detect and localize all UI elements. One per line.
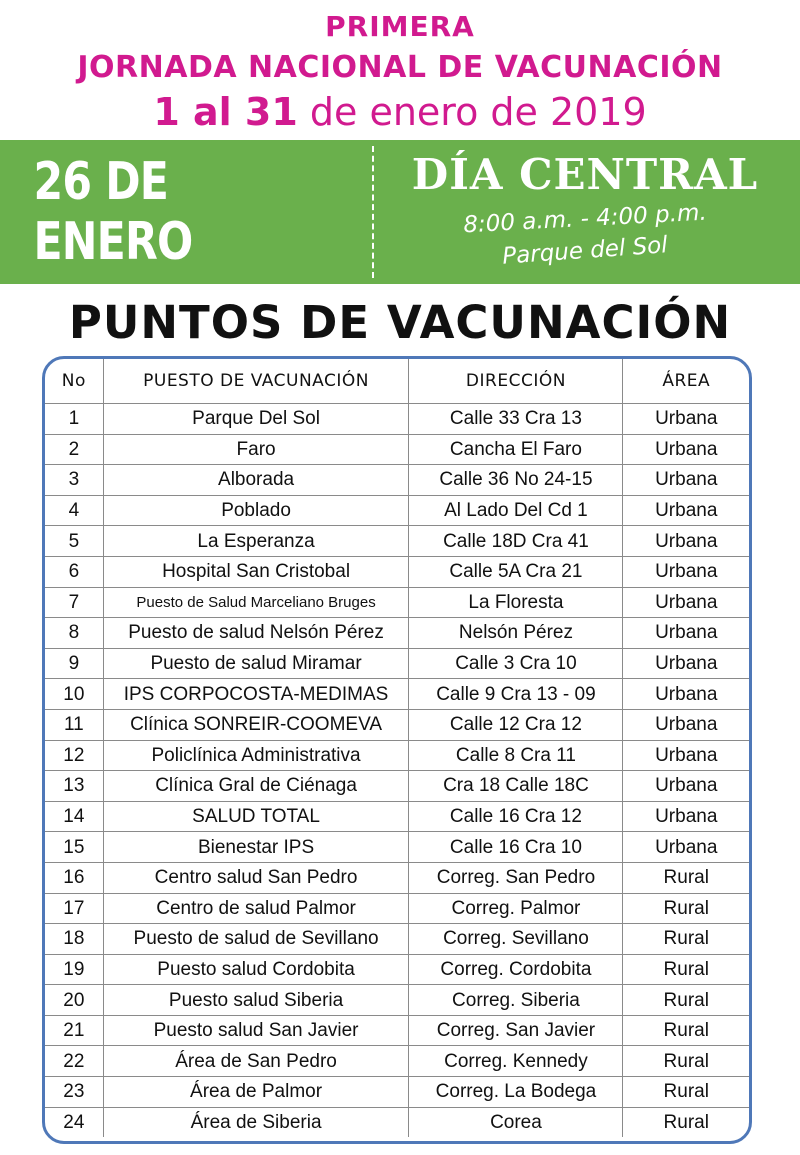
central-day-place: Parque del Sol (501, 232, 669, 270)
cell-puesto: SALUD TOTAL (103, 801, 409, 832)
cell-area: Urbana (623, 679, 749, 710)
central-day-time: 8:00 a.m. - 4:00 p.m. (462, 199, 708, 239)
cell-no: 6 (45, 556, 103, 587)
cell-direccion: Calle 12 Cra 12 (409, 709, 623, 740)
table-row (45, 1015, 749, 1046)
table-row (45, 954, 749, 985)
cell-no: 16 (45, 862, 103, 893)
header-date-rest: de enero de 2019 (309, 90, 647, 134)
cell-area: Rural (623, 862, 749, 893)
cell-no: 23 (45, 1077, 103, 1108)
cell-direccion: Calle 16 Cra 12 (409, 801, 623, 832)
vaccination-table (45, 359, 749, 1137)
cell-area: Urbana (623, 801, 749, 832)
table-row (45, 924, 749, 955)
table-row (45, 832, 749, 863)
table-row (45, 404, 749, 435)
cell-direccion: Calle 16 Cra 10 (409, 832, 623, 863)
cell-puesto: Faro (103, 434, 409, 465)
cell-area: Urbana (623, 618, 749, 649)
cell-direccion: Cra 18 Calle 18C (409, 771, 623, 802)
table-row (45, 1077, 749, 1108)
cell-direccion: Correg. La Bodega (409, 1077, 623, 1108)
table-row (45, 985, 749, 1016)
cell-puesto: Puesto de salud Miramar (103, 648, 409, 679)
cell-no: 15 (45, 832, 103, 863)
cell-puesto: Clínica Gral de Ciénaga (103, 771, 409, 802)
cell-direccion: Nelsón Pérez (409, 618, 623, 649)
cell-puesto: Puesto de salud Nelsón Pérez (103, 618, 409, 649)
cell-area: Urbana (623, 648, 749, 679)
cell-area: Rural (623, 1015, 749, 1046)
table-row (45, 893, 749, 924)
cell-puesto: IPS CORPOCOSTA-MEDIMAS (103, 679, 409, 710)
cell-no: 24 (45, 1107, 103, 1137)
cell-no: 20 (45, 985, 103, 1016)
cell-direccion: Calle 36 No 24-15 (409, 465, 623, 496)
cell-no: 7 (45, 587, 103, 618)
cell-puesto: Bienestar IPS (103, 832, 409, 863)
table-row (45, 618, 749, 649)
cell-no: 8 (45, 618, 103, 649)
cell-no: 12 (45, 740, 103, 771)
cell-area: Rural (623, 893, 749, 924)
cell-direccion: Correg. Cordobita (409, 954, 623, 985)
cell-area: Rural (623, 1077, 749, 1108)
cell-area: Urbana (623, 832, 749, 863)
cell-area: Urbana (623, 709, 749, 740)
cell-no: 11 (45, 709, 103, 740)
cell-area: Rural (623, 1046, 749, 1077)
cell-direccion: Correg. San Javier (409, 1015, 623, 1046)
header-primera: PRIMERA (325, 10, 475, 43)
cell-direccion: Calle 9 Cra 13 - 09 (409, 679, 623, 710)
cell-direccion: Calle 33 Cra 13 (409, 404, 623, 435)
cell-puesto: Policlínica Administrativa (103, 740, 409, 771)
cell-no: 5 (45, 526, 103, 557)
cell-no: 19 (45, 954, 103, 985)
cell-puesto: Centro salud San Pedro (103, 862, 409, 893)
cell-puesto: Puesto salud Cordobita (103, 954, 409, 985)
cell-direccion: Calle 8 Cra 11 (409, 740, 623, 771)
cell-area: Urbana (623, 465, 749, 496)
cell-no: 3 (45, 465, 103, 496)
table-row (45, 434, 749, 465)
table-row (45, 587, 749, 618)
cell-puesto: Clínica SONREIR-COOMEVA (103, 709, 409, 740)
cell-direccion: Correg. Palmor (409, 893, 623, 924)
cell-puesto: Puesto salud San Javier (103, 1015, 409, 1046)
cell-no: 14 (45, 801, 103, 832)
cell-puesto: Hospital San Cristobal (103, 556, 409, 587)
cell-area: Urbana (623, 404, 749, 435)
header-title: JORNADA NACIONAL DE VACUNACIÓN (77, 50, 723, 85)
cell-no: 9 (45, 648, 103, 679)
table-row (45, 709, 749, 740)
table-row (45, 648, 749, 679)
cell-puesto: Parque Del Sol (103, 404, 409, 435)
cell-area: Rural (623, 954, 749, 985)
cell-direccion: Correg. Sevillano (409, 924, 623, 955)
table-row (45, 740, 749, 771)
cell-direccion: La Floresta (409, 587, 623, 618)
table-row (45, 495, 749, 526)
cell-area: Urbana (623, 526, 749, 557)
table-row (45, 862, 749, 893)
cell-area: Rural (623, 985, 749, 1016)
cell-puesto: Área de Palmor (103, 1077, 409, 1108)
cell-direccion: Correg. Kennedy (409, 1046, 623, 1077)
table-row (45, 526, 749, 557)
cell-direccion: Calle 5A Cra 21 (409, 556, 623, 587)
cell-no: 18 (45, 924, 103, 955)
header-puesto: PUESTO DE VACUNACIÓN (103, 359, 409, 404)
date-band (0, 140, 800, 284)
cell-puesto: Área de San Pedro (103, 1046, 409, 1077)
header-area: ÁREA (623, 359, 749, 404)
table-row (45, 556, 749, 587)
table-header-row (45, 359, 749, 404)
band-divider (372, 146, 374, 278)
cell-puesto: La Esperanza (103, 526, 409, 557)
cell-puesto: Puesto de Salud Marceliano Bruges (103, 587, 409, 618)
cell-no: 1 (45, 404, 103, 435)
cell-direccion: Al Lado Del Cd 1 (409, 495, 623, 526)
cell-direccion: Cancha El Faro (409, 434, 623, 465)
cell-direccion: Corea (409, 1107, 623, 1137)
cell-puesto: Centro de salud Palmor (103, 893, 409, 924)
cell-area: Urbana (623, 740, 749, 771)
cell-puesto: Poblado (103, 495, 409, 526)
cell-area: Urbana (623, 495, 749, 526)
cell-no: 13 (45, 771, 103, 802)
header (0, 0, 800, 140)
cell-no: 22 (45, 1046, 103, 1077)
cell-area: Urbana (623, 434, 749, 465)
cell-puesto: Puesto salud Siberia (103, 985, 409, 1016)
cell-area: Urbana (623, 556, 749, 587)
table-row (45, 771, 749, 802)
cell-puesto: Puesto de salud de Sevillano (103, 924, 409, 955)
cell-no: 21 (45, 1015, 103, 1046)
cell-direccion: Calle 18D Cra 41 (409, 526, 623, 557)
central-day-title: DÍA CENTRAL (411, 150, 759, 199)
table-row (45, 801, 749, 832)
cell-no: 4 (45, 495, 103, 526)
table-row (45, 1046, 749, 1077)
cell-area: Urbana (623, 587, 749, 618)
header-no: No (45, 359, 103, 404)
cell-area: Urbana (623, 771, 749, 802)
vaccination-table-frame (42, 356, 752, 1144)
table-row (45, 679, 749, 710)
section-title: PUNTOS DE VACUNACIÓN (68, 296, 732, 349)
cell-area: Rural (623, 924, 749, 955)
band-central-day (380, 140, 800, 284)
cell-no: 17 (45, 893, 103, 924)
table-row (45, 465, 749, 496)
header-direccion: DIRECCIÓN (409, 359, 623, 404)
band-date: 26 DE ENERO (33, 152, 193, 272)
cell-puesto: Área de Siberia (103, 1107, 409, 1137)
cell-area: Rural (623, 1107, 749, 1137)
cell-direccion: Calle 3 Cra 10 (409, 648, 623, 679)
table-row (45, 1107, 749, 1137)
cell-direccion: Correg. San Pedro (409, 862, 623, 893)
cell-no: 2 (45, 434, 103, 465)
header-date-range: 1 al 31 (153, 90, 298, 134)
header-dates (0, 90, 800, 134)
cell-puesto: Alborada (103, 465, 409, 496)
cell-no: 10 (45, 679, 103, 710)
cell-direccion: Correg. Siberia (409, 985, 623, 1016)
